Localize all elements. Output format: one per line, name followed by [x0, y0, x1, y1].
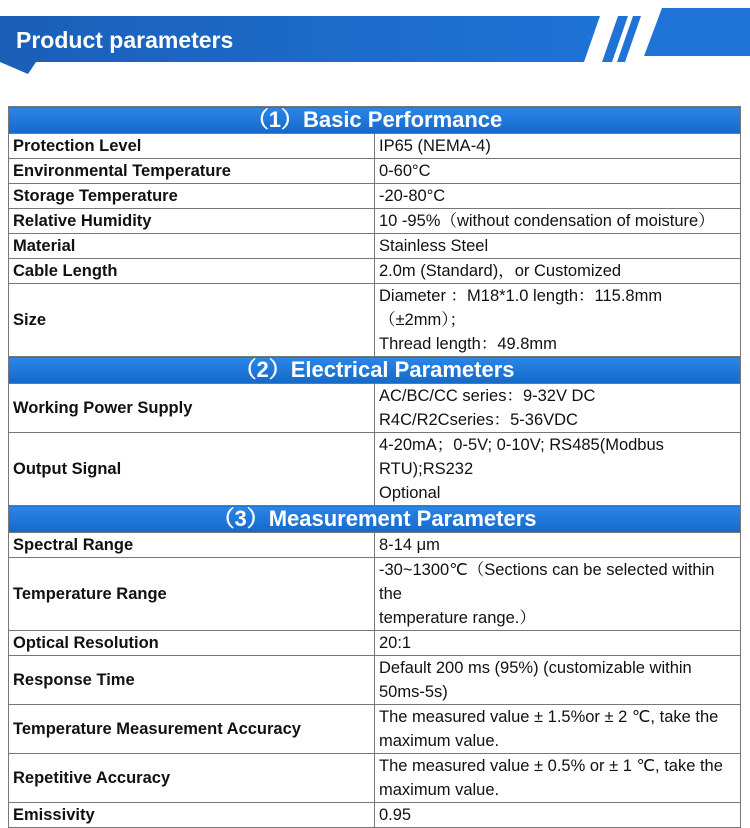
table-row: [9, 754, 741, 803]
table-row: [9, 433, 741, 506]
param-value: [375, 184, 741, 209]
param-value: [375, 705, 741, 754]
table-row: [9, 209, 741, 234]
param-label: Environmental Temperature: [9, 159, 375, 184]
param-value-line: 20:1: [379, 634, 412, 652]
param-label: Temperature Measurement Accuracy: [9, 705, 375, 754]
table-row: [9, 384, 741, 433]
param-label: Emissivity: [9, 803, 375, 828]
param-value: [375, 533, 741, 558]
param-value-line: AC/BC/CC series：9-32V DC: [379, 387, 596, 405]
table-row: [9, 259, 741, 284]
param-label: Spectral Range: [9, 533, 375, 558]
param-value-line: 4-20mA；0-5V; 0-10V; RS485(Modbus RTU);RS232: [379, 436, 664, 478]
param-value: [375, 384, 741, 433]
table-row: [9, 705, 741, 754]
table-row: [9, 134, 741, 159]
param-label: Protection Level: [9, 134, 375, 159]
param-label: Working Power Supply: [9, 384, 375, 433]
section-title: （1）Basic Performance: [9, 107, 741, 134]
section-header: [9, 357, 741, 384]
table-row: [9, 284, 741, 357]
param-value-line: The measured value ± 0.5% or ± 1 ℃, take the: [379, 757, 723, 775]
table-row: [9, 803, 741, 828]
section-title: （2）Electrical Parameters: [9, 357, 741, 384]
param-value: [375, 656, 741, 705]
param-value: [375, 159, 741, 184]
param-value-line: Stainless Steel: [379, 237, 489, 255]
param-value-line: 10 -95%（without condensation of moisture）: [379, 212, 715, 230]
param-label: Output Signal: [9, 433, 375, 506]
section-title: （3）Measurement Parameters: [9, 506, 741, 533]
param-value: [375, 209, 741, 234]
table-row: [9, 234, 741, 259]
param-value-line: 0-60°C: [379, 162, 431, 180]
header-banner: [0, 0, 750, 82]
param-value: [375, 558, 741, 631]
param-label: Relative Humidity: [9, 209, 375, 234]
param-value-line: The measured value ± 1.5%or ± 2 ℃, take the: [379, 708, 719, 726]
param-value-line: -30~1300℃（Sections can be selected within the: [379, 561, 715, 603]
param-label: Storage Temperature: [9, 184, 375, 209]
table-row: [9, 656, 741, 705]
table-row: [9, 631, 741, 656]
param-label: Response Time: [9, 656, 375, 705]
param-value-line: IP65 (NEMA-4): [379, 137, 491, 155]
param-value-line: Thread length：49.8mm: [379, 335, 557, 353]
param-value-line: maximum value.: [379, 781, 500, 799]
param-value: [375, 234, 741, 259]
banner-pointer: [0, 62, 36, 74]
param-value-line: Optional: [379, 484, 441, 502]
param-value: [375, 754, 741, 803]
param-value-line: 2.0m (Standard)，or Customized: [379, 262, 622, 280]
param-label: Size: [9, 284, 375, 357]
table-row: [9, 558, 741, 631]
table-row: [9, 533, 741, 558]
param-value-line: Diameter ：M18*1.0 length：115.8mm（±2mm）；: [379, 287, 663, 329]
table-row: [9, 184, 741, 209]
param-value-line: Default 200 ms (95%) (customizable within 50ms-5s): [379, 659, 692, 701]
param-value-line: temperature range.）: [379, 609, 536, 627]
param-value-line: 8-14 μm: [379, 536, 440, 554]
table-row: [9, 159, 741, 184]
param-value: [375, 134, 741, 159]
param-value-line: maximum value.: [379, 732, 500, 750]
param-value: [375, 259, 741, 284]
section-header: [9, 506, 741, 533]
param-value: [375, 284, 741, 357]
param-value-line: -20-80°C: [379, 187, 446, 205]
param-label: Material: [9, 234, 375, 259]
param-label: Temperature Range: [9, 558, 375, 631]
banner-corner-shape: [644, 8, 750, 56]
param-value-line: 0.95: [379, 806, 412, 824]
param-value: [375, 631, 741, 656]
param-label: Cable Length: [9, 259, 375, 284]
param-value: [375, 433, 741, 506]
section-header: [9, 107, 741, 134]
page-title: Product parameters: [16, 27, 234, 53]
param-label: Repetitive Accuracy: [9, 754, 375, 803]
param-value: [375, 803, 741, 828]
param-label: Optical Resolution: [9, 631, 375, 656]
parameters-table: [8, 106, 741, 828]
param-value-line: R4C/R2Cseries：5-36VDC: [379, 411, 578, 429]
